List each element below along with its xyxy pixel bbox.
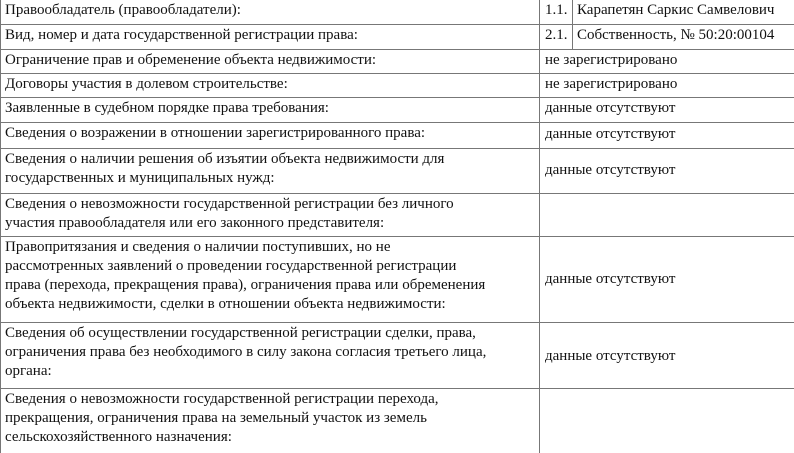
- table-row-third-party-consent: [1, 322, 794, 388]
- column-divider: [539, 149, 540, 193]
- row-number: 2.1.: [545, 27, 568, 43]
- table-row-agricultural-land: [1, 388, 794, 453]
- column-divider: [539, 25, 540, 49]
- table-row-registration: [1, 24, 794, 49]
- row-number: 1.1.: [545, 2, 568, 18]
- row-value: Карапетян Саркис Самвелович: [577, 2, 775, 18]
- row-label: Заявленные в судебном порядке права требования:: [5, 100, 329, 116]
- row-value: данные отсутствуют: [545, 348, 676, 364]
- column-divider: [539, 194, 540, 236]
- column-divider: [539, 237, 540, 322]
- column-divider: [572, 0, 573, 24]
- column-divider: [539, 323, 540, 388]
- column-divider: [539, 50, 540, 73]
- row-value: Собственность, № 50:20:00104: [577, 27, 775, 43]
- row-label: Вид, номер и дата государственной регистрации права:: [5, 27, 358, 43]
- row-value: данные отсутствуют: [545, 126, 676, 142]
- table-row-personal-participation: [1, 193, 794, 236]
- row-label: Ограничение прав и обременение объекта недвижимости:: [5, 52, 377, 68]
- column-divider: [539, 123, 540, 148]
- column-divider: [539, 98, 540, 122]
- table-row-encumbrance: [1, 49, 794, 73]
- row-label: Сведения об осуществлении государственной регистрации сделки, права, ограничения права без необходимого в силу закона согласия третьего лица, органа:: [5, 325, 487, 379]
- row-value: данные отсутствуют: [545, 271, 676, 287]
- table-row-objection: [1, 122, 794, 148]
- table-row-right-holder: [1, 0, 794, 24]
- table-row-court-claims: [1, 97, 794, 122]
- table-row-shared-construction: [1, 73, 794, 97]
- table-row-claims-pending: [1, 236, 794, 322]
- column-divider: [539, 74, 540, 97]
- row-value: не зарегистрировано: [545, 52, 678, 68]
- column-divider: [539, 389, 540, 453]
- row-label: Правопритязания и сведения о наличии поступивших, но не рассмотренных заявлений о проведении государственной регистрации права (перехода, прекращения права), ограничения права или обременения объекта недвижимости, сделки в отношении объекта недвижимости:: [5, 239, 486, 312]
- row-label: Договоры участия в долевом строительстве:: [5, 76, 288, 92]
- row-value: данные отсутствуют: [545, 100, 676, 116]
- row-label: Сведения о невозможности государственной регистрации без личного участия правообладателя или его законного представителя:: [5, 196, 454, 231]
- row-label: Сведения о наличии решения об изъятии объекта недвижимости для государственных и муниципальных нужд:: [5, 151, 445, 186]
- row-label: Сведения о невозможности государственной регистрации перехода, прекращения, ограничения права на земельный участок из земель сельскохозяйственного назначения:: [5, 391, 439, 445]
- column-divider: [572, 25, 573, 49]
- row-label: Правообладатель (правообладатели):: [5, 2, 241, 18]
- column-divider: [539, 0, 540, 24]
- row-label: Сведения о возражении в отношении зарегистрированного права:: [5, 125, 426, 141]
- table-row-seizure-decision: [1, 148, 794, 193]
- row-value: не зарегистрировано: [545, 76, 678, 92]
- row-value: данные отсутствуют: [545, 162, 676, 178]
